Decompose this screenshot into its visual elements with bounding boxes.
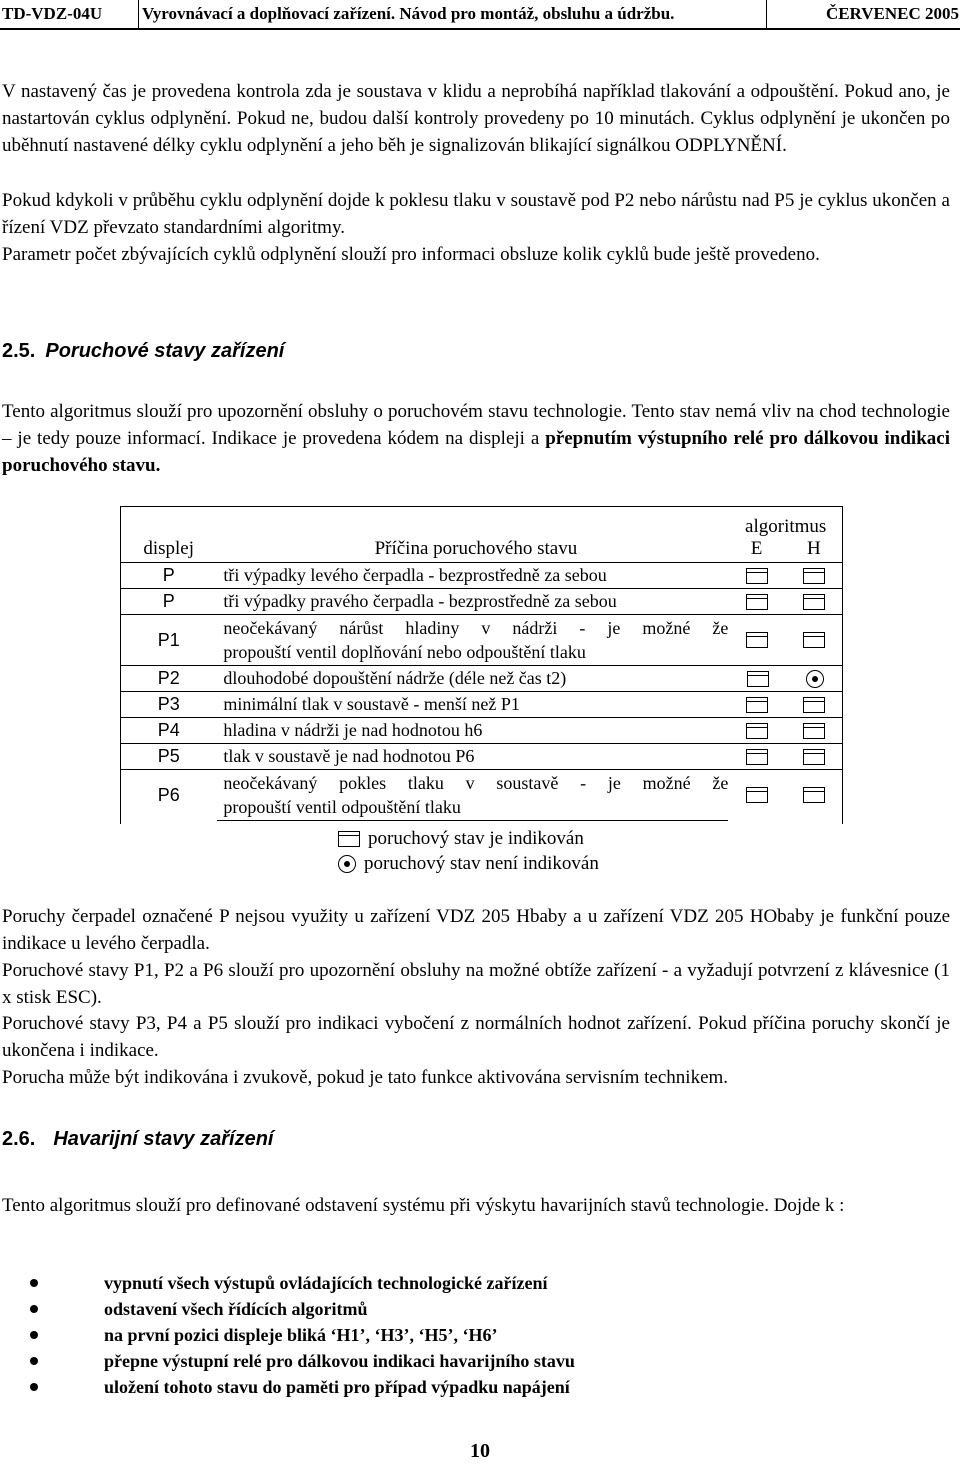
bullet-icon <box>30 1279 38 1287</box>
table-row <box>120 718 843 744</box>
bullet-list <box>30 1270 575 1400</box>
indicated-box-icon <box>803 749 825 765</box>
fault-cause <box>217 770 728 821</box>
fault-cause: hladina v nádrži je nad hodnotou h6 <box>217 718 728 744</box>
list-item-text: uložení tohoto stavu do paměti pro případ výpadku napájení <box>104 1377 570 1397</box>
list-item-text: odstavení všech řídících algoritmů <box>104 1299 368 1319</box>
legend-label: poruchový stav není indikován <box>364 853 599 874</box>
indicated-box-icon <box>803 697 825 713</box>
paragraph: Poruchy čerpadel označené P nejsou využity u zařízení VDZ 205 Hbaby a u zařízení VDZ 205 HObaby je funkční pouze indikace u levého čerpadla. <box>2 906 950 954</box>
section-number: 2.5. <box>2 340 36 362</box>
doc-date: ČERVENEC 2005 <box>825 4 959 23</box>
page-number: 10 <box>470 1440 490 1462</box>
section-heading <box>2 340 284 363</box>
table-row <box>120 615 843 666</box>
fault-cause <box>217 615 728 666</box>
cause-line: neočekávaný pokles tlaku v soustavě - je možné že <box>223 773 729 793</box>
fault-code: P6 <box>120 770 217 821</box>
indicated-box-icon <box>803 723 825 739</box>
table-header-row <box>120 506 843 563</box>
fault-cause: tlak v soustavě je nad hodnotou P6 <box>217 744 728 770</box>
fault-cause: minimální tlak v soustavě - menší než P1 <box>217 692 728 718</box>
paragraph: V nastavený čas je provedena kontrola zda je soustava v klidu a neprobíhá například tlakování a odpouštění. Pokud ano, je nastartován cyklus odplynění. Pokud ne, budou další kontroly provedeny po 10 minutách. Cyklus odplynění je ukončen po uběhnutí nastavené délky cyklu odplynění a jeho běh je signalizován blikající signálkou ODPLYNĚNÍ. <box>2 81 950 156</box>
table-left-border <box>120 506 121 824</box>
cause-line: propouští ventil doplňování nebo odpouštění tlaku <box>223 642 586 662</box>
table-row <box>120 563 843 589</box>
header-divider <box>138 0 139 28</box>
table-row <box>120 666 843 692</box>
algorithm-sublabels <box>728 538 843 560</box>
not-indicated-dot-icon <box>806 670 824 688</box>
col-header-cause: Příčina poruchového stavu <box>374 538 578 559</box>
bullet-icon <box>30 1383 38 1391</box>
list-item <box>30 1322 575 1348</box>
col-header-display: displej <box>143 538 195 559</box>
indicated-box-icon <box>746 697 768 713</box>
bullet-icon <box>30 1357 38 1365</box>
indicated-box-icon <box>803 787 825 803</box>
fault-code: P <box>120 563 217 589</box>
table-row <box>120 589 843 615</box>
indicated-box-icon <box>746 749 768 765</box>
indicated-box-icon <box>338 831 360 847</box>
section-number: 2.6. <box>2 1128 36 1150</box>
list-item-text: na první pozici displeje bliká ‘H1’, ‘H3’, ‘H5’, ‘H6’ <box>104 1325 498 1345</box>
indicated-box-icon <box>803 632 825 648</box>
section-intro <box>2 398 950 479</box>
legend-indicated <box>338 828 584 850</box>
bullet-icon <box>30 1305 38 1313</box>
fault-code: P1 <box>120 615 217 666</box>
paragraph: Pokud kdykoli v průběhu cyklu odplynění dojde k poklesu tlaku v soustavě pod P2 nebo nárůstu nad P5 je cyklus ukončen a řízení VDZ převzato standardními algoritmy. <box>2 190 950 238</box>
section-intro: Tento algoritmus slouží pro definované odstavení systému při výskytu havarijních stavů technologie. Dojde k : <box>2 1195 845 1216</box>
indicated-box-icon <box>746 594 768 610</box>
indicated-box-icon <box>803 594 825 610</box>
fault-table <box>120 506 843 821</box>
fault-code: P2 <box>120 666 217 692</box>
paragraph: Poruchové stavy P1, P2 a P6 slouží pro upozornění obsluhy na možné obtíže zařízení - a vyžadují potvrzení z klávesnice (1 x stisk ESC). <box>2 960 950 1008</box>
list-item <box>30 1270 575 1296</box>
section-heading <box>2 1128 273 1151</box>
section-title: Poruchové stavy zařízení <box>45 340 285 362</box>
list-item <box>30 1296 575 1322</box>
list-item-text: přepne výstupní relé pro dálkovou indikaci havarijního stavu <box>104 1351 575 1371</box>
section-title: Havarijní stavy zařízení <box>53 1128 274 1150</box>
col-header-algorithm <box>728 506 843 563</box>
cause-line: propouští ventil odpouštění tlaku <box>223 797 461 817</box>
indicated-box-icon <box>746 632 768 648</box>
paragraph: Porucha může být indikována i zvukově, pokud je tato funkce aktivována servisním technikem. <box>2 1067 729 1088</box>
fault-cause: tři výpadky pravého čerpadla - bezprostředně za sebou <box>217 589 728 615</box>
legend-label: poruchový stav je indikován <box>368 828 584 849</box>
indicated-box-icon <box>746 787 768 803</box>
header-divider <box>766 0 767 28</box>
indicated-box-icon <box>803 568 825 584</box>
doc-code: TD-VDZ-04U <box>2 4 103 23</box>
intro-bold-text: přepnutím výstupního relé pro dálkovou indikaci poruchového stavu. <box>2 428 950 476</box>
fault-code: P4 <box>120 718 217 744</box>
page-header <box>0 0 960 30</box>
col-e-label: E <box>750 538 763 559</box>
table-row <box>120 770 843 821</box>
paragraph: Poruchové stavy P3, P4 a P5 slouží pro indikaci vybočení z normálních hodnot zařízení. Pokud příčina poruchy skončí je ukončena i indikace. <box>2 1013 950 1061</box>
fault-code: P3 <box>120 692 217 718</box>
paragraph: Parametr počet zbývajících cyklů odplynění slouží pro informaci obsluze kolik cyklů bude ještě provedeno. <box>2 244 820 265</box>
table-right-border <box>842 506 843 824</box>
list-item <box>30 1348 575 1374</box>
fault-code: P5 <box>120 744 217 770</box>
doc-title: Vyrovnávací a doplňovací zařízení. Návod pro montáž, obsluhu a údržbu. <box>142 4 675 23</box>
not-indicated-dot-icon <box>338 855 356 873</box>
table-row <box>120 744 843 770</box>
col-h-label: H <box>806 538 821 559</box>
intro-text: Tento algoritmus slouží pro upozornění obsluhy o poruchovém stavu technologie. Tento stav nemá vliv na chod technologie – je tedy pouze informací. Indikace je provedena kódem na displeji a <box>2 401 950 449</box>
legend-not-indicated <box>338 853 599 875</box>
fault-cause: tři výpadky levého čerpadla - bezprostředně za sebou <box>217 563 728 589</box>
indicated-box-icon <box>746 568 768 584</box>
algorithm-label: algoritmus <box>745 516 827 537</box>
indicated-box-icon <box>746 723 768 739</box>
list-item <box>30 1374 575 1400</box>
indicated-box-icon <box>747 671 769 687</box>
bullet-icon <box>30 1331 38 1339</box>
fault-cause: dlouhodobé dopouštění nádrže (déle než čas t2) <box>217 666 728 692</box>
cause-line: neočekávaný nárůst hladiny v nádrži - je možné že <box>223 618 729 638</box>
table-top-border <box>120 506 843 507</box>
list-item-text: vypnutí všech výstupů ovládajících technologické zařízení <box>104 1273 548 1293</box>
fault-code: P <box>120 589 217 615</box>
table-row <box>120 692 843 718</box>
